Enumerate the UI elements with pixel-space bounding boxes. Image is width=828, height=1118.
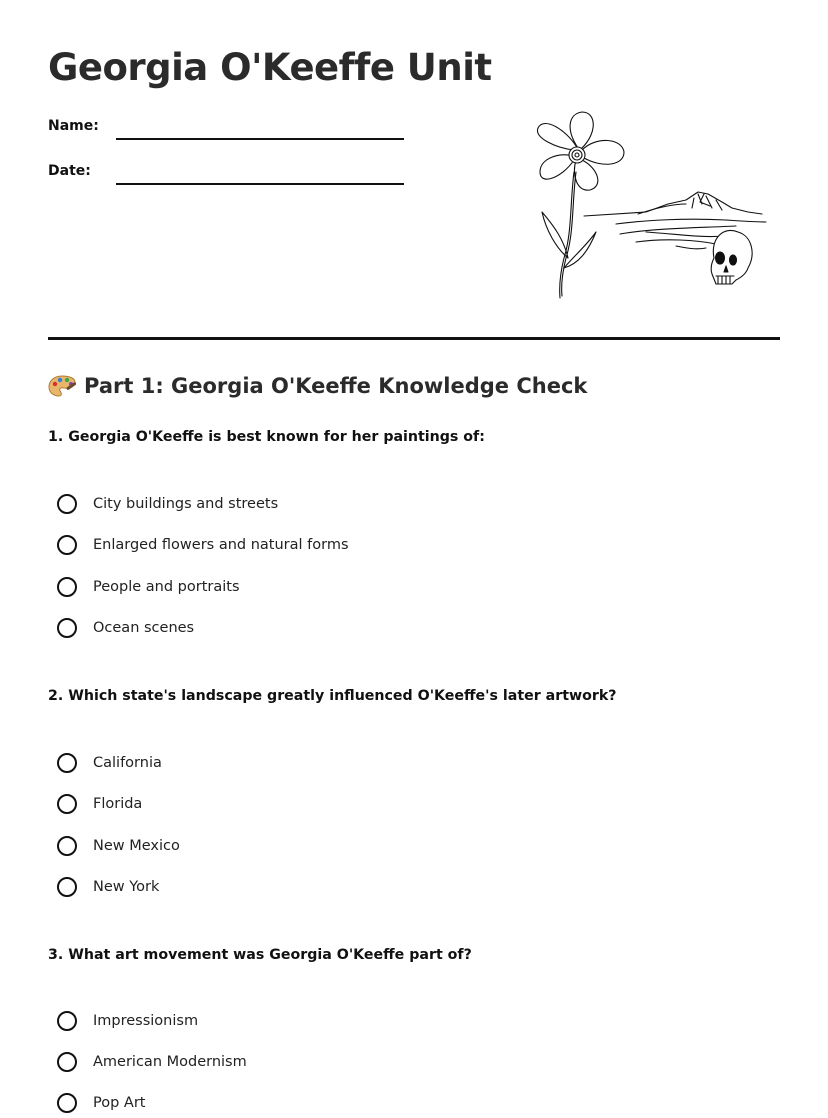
date-line[interactable] <box>116 183 404 185</box>
radio-button[interactable] <box>57 577 77 597</box>
option-label: Impressionism <box>93 1013 199 1029</box>
radio-button[interactable] <box>57 753 77 773</box>
q2-option-1[interactable] <box>57 750 162 776</box>
section-title-text: Part 1: Georgia O'Keeffe Knowledge Check <box>84 374 588 398</box>
radio-button[interactable] <box>57 1052 77 1072</box>
section-title-part1 <box>48 374 587 398</box>
q2-option-3[interactable] <box>57 833 180 859</box>
radio-button[interactable] <box>57 494 77 514</box>
option-label: American Modernism <box>93 1054 247 1070</box>
radio-button[interactable] <box>57 618 77 638</box>
radio-button[interactable] <box>57 1011 77 1031</box>
radio-button[interactable] <box>57 794 77 814</box>
option-label: California <box>93 755 162 771</box>
q1-option-3[interactable] <box>57 574 240 600</box>
q3-option-2[interactable] <box>57 1049 247 1075</box>
option-label: City buildings and streets <box>93 496 279 512</box>
q3-option-3[interactable] <box>57 1090 145 1116</box>
q1-option-4[interactable] <box>57 615 194 641</box>
palette-icon <box>48 374 76 398</box>
option-label: Florida <box>93 796 143 812</box>
option-label: New Mexico <box>93 838 180 854</box>
question-3: 3. What art movement was Georgia O'Keeffe part of? <box>48 947 472 963</box>
radio-button[interactable] <box>57 877 77 897</box>
q1-option-2[interactable] <box>57 532 349 558</box>
option-label: Ocean scenes <box>93 620 195 636</box>
page-title: Georgia O'Keeffe Unit <box>48 46 492 89</box>
option-label: People and portraits <box>93 579 240 595</box>
flower-mountain-skull-illustration <box>526 108 770 304</box>
skull-icon <box>711 230 752 284</box>
q1-option-1[interactable] <box>57 491 278 517</box>
name-label: Name: <box>48 118 99 134</box>
section-divider <box>48 337 780 340</box>
option-label: Enlarged flowers and natural forms <box>93 537 349 553</box>
q3-option-1[interactable] <box>57 1008 198 1034</box>
radio-button[interactable] <box>57 836 77 856</box>
option-label: Pop Art <box>93 1095 146 1111</box>
option-label: New York <box>93 879 160 895</box>
question-2: 2. Which state's landscape greatly influenced O'Keeffe's later artwork? <box>48 688 617 704</box>
radio-button[interactable] <box>57 535 77 555</box>
date-label: Date: <box>48 163 91 179</box>
name-line[interactable] <box>116 138 404 140</box>
q2-option-4[interactable] <box>57 874 159 900</box>
radio-button[interactable] <box>57 1093 77 1113</box>
flower-icon <box>538 112 624 298</box>
q2-option-2[interactable] <box>57 791 142 817</box>
question-1: 1. Georgia O'Keeffe is best known for her paintings of: <box>48 429 485 445</box>
